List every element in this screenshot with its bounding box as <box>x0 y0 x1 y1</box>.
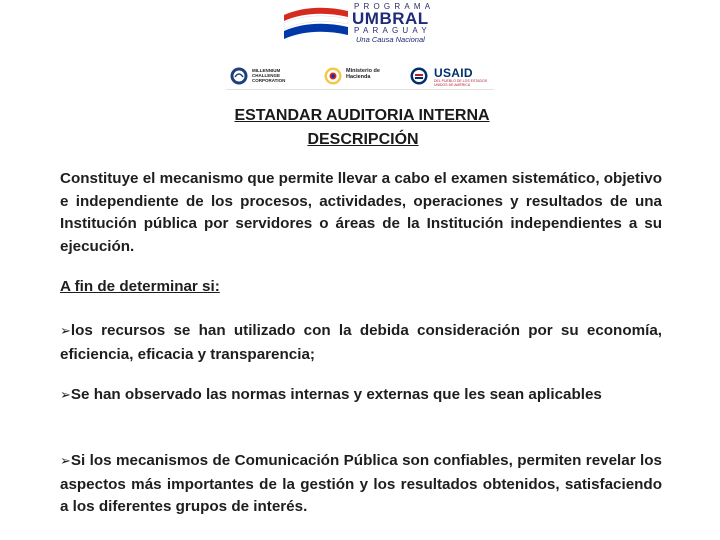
list-item-text: los recursos se han utilizado con la debida consideración por su economía, eficiencia, eficacia y transparencia; <box>60 322 662 363</box>
logo-slogan: Una Causa Nacional <box>356 35 425 44</box>
list-item-text: Se han observado las normas internas y externas que les sean aplicables <box>70 386 602 403</box>
list-item <box>60 384 662 408</box>
list-item <box>60 450 662 519</box>
usaid-seal-icon <box>410 67 428 85</box>
paraguay-flag-icon <box>282 5 350 45</box>
partner-ministerio-logo <box>324 66 394 86</box>
partner-usaid-subtitle: DEL PUEBLO DE LOS ESTADOS UNIDOS DE AMÉRICA <box>434 79 488 87</box>
intro-paragraph: Constituye el mecanismo que permite llevar a cabo el examen sistemático, objetivo e independiente de los procesos, actividades, operaciones y resultados de una Institución pública por servidores o áreas de la Institución independientes a su ejecución. <box>60 170 662 255</box>
partner-mcc-name: MILLENNIUM CHALLENGE CORPORATION <box>252 68 286 83</box>
arrow-bullet-icon: ➢ <box>60 388 71 403</box>
mcc-seal-icon <box>230 67 248 85</box>
page-title: ESTANDAR AUDITORIA INTERNA <box>234 107 490 124</box>
logo-paraguay-text: PARAGUAY <box>354 26 431 35</box>
arrow-bullet-icon: ➢ <box>60 454 71 469</box>
partner-mcc-logo <box>230 66 306 86</box>
partner-usaid-logo <box>410 66 490 86</box>
section-subheading: A fin de determinar si: <box>60 278 220 295</box>
logo-programa-text: PROGRAMA <box>354 2 435 11</box>
list-item <box>60 320 662 366</box>
paraguay-seal-icon <box>324 67 342 85</box>
partner-logos <box>224 62 496 90</box>
programa-umbral-logo <box>282 2 442 48</box>
partner-usaid-name: USAID <box>434 66 473 80</box>
logo-umbral-text: UMBRAL <box>352 9 429 28</box>
partner-ministerio-name: Ministerio de Hacienda <box>346 68 380 80</box>
partner-divider <box>226 89 494 90</box>
list-item-text: Si los mecanismos de Comunicación Pública son confiables, permiten revelar los aspectos más importantes de la gestión y los resultados obtenidos, satisfaciendo a los diferentes grupos de interés. <box>60 452 662 515</box>
page-subtitle: DESCRIPCIÓN <box>307 131 419 148</box>
arrow-bullet-icon: ➢ <box>60 324 71 339</box>
